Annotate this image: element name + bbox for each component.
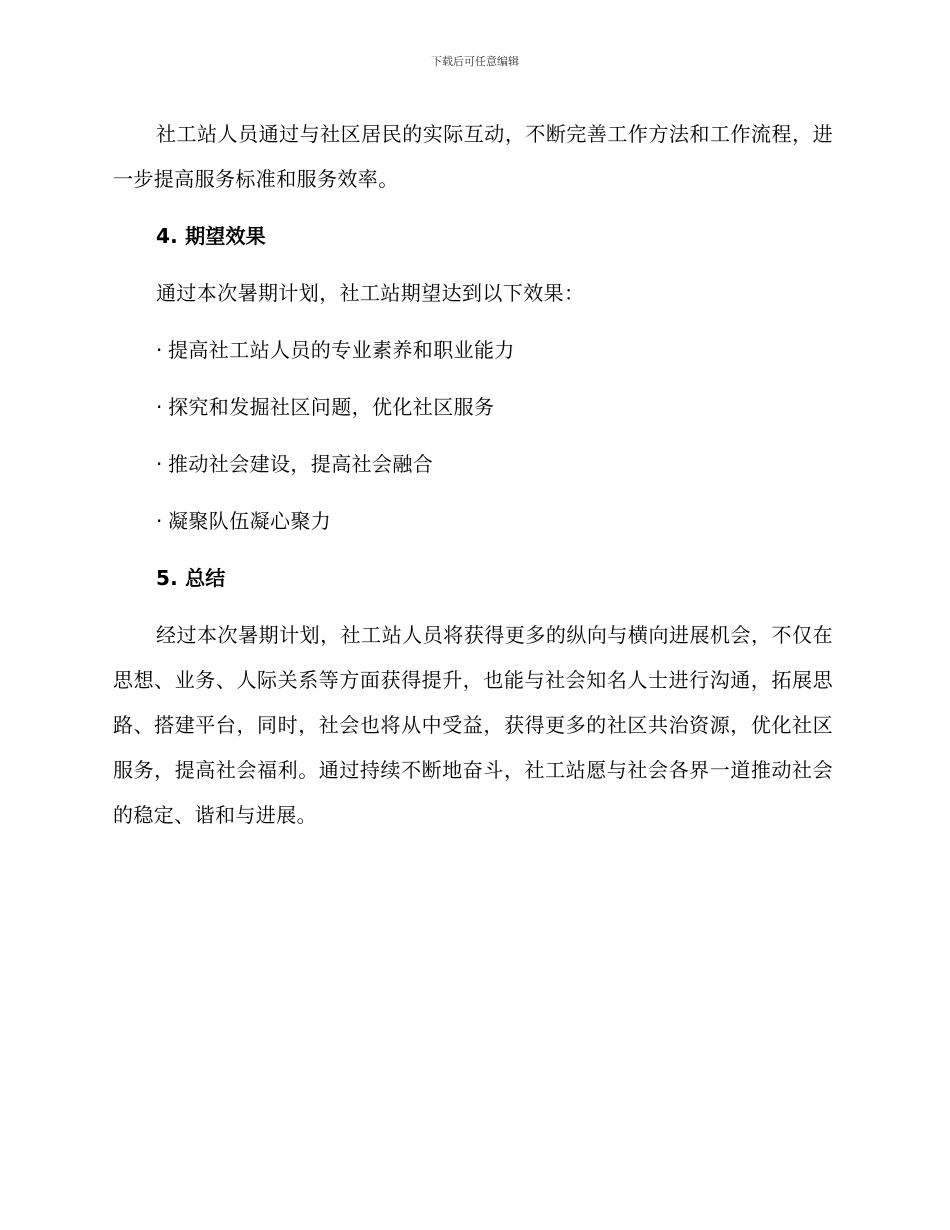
bullet-icon: · <box>156 509 163 533</box>
list-item <box>113 442 833 487</box>
page-header: 下载后可任意编辑 <box>431 55 519 68</box>
spacer <box>113 202 833 214</box>
list-item-text: 探究和发掘社区问题，优化社区服务 <box>168 395 495 419</box>
list-item-text: 提高社工站人员的专业素养和职业能力 <box>168 338 515 362</box>
list-item <box>113 328 833 373</box>
list-item <box>113 385 833 430</box>
list-item-text: 推动社会建设，提高社会融合 <box>168 452 434 476</box>
list-item-text: 凝聚队伍凝心聚力 <box>168 509 332 533</box>
section-heading-expected-effects: 4. 期望效果 <box>156 224 266 248</box>
spacer <box>113 430 833 442</box>
spacer <box>113 316 833 328</box>
intro-paragraph: 社工站人员通过与社区居民的实际互动，不断完善工作方法和工作流程，进一步提高服务标准和服务效率。 <box>113 122 833 191</box>
spacer <box>113 601 833 613</box>
list-item <box>113 499 833 544</box>
expected-effects-lead: 通过本次暑期计划，社工站期望达到以下效果： <box>156 281 585 305</box>
spacer <box>113 373 833 385</box>
spacer <box>113 487 833 499</box>
summary-paragraph: 经过本次暑期计划，社工站人员将获得更多的纵向与横向进展机会，不仅在思想、业务、人际关系等方面获得提升，也能与社会知名人士进行沟通，拓展思路、搭建平台，同时，社会也将从中受益，获得更多的社区共治资源，优化社区服务，提高社会福利。通过持续不断地奋斗，社工站愿与社会各界一道推动社会的稳定、谐和与进展。 <box>113 623 833 827</box>
spacer <box>113 544 833 556</box>
bullet-icon: · <box>156 338 163 362</box>
spacer <box>113 259 833 271</box>
bullet-icon: · <box>156 452 163 476</box>
section-heading-summary: 5. 总结 <box>156 566 226 590</box>
document-body <box>113 112 833 838</box>
bullet-icon: · <box>156 395 163 419</box>
